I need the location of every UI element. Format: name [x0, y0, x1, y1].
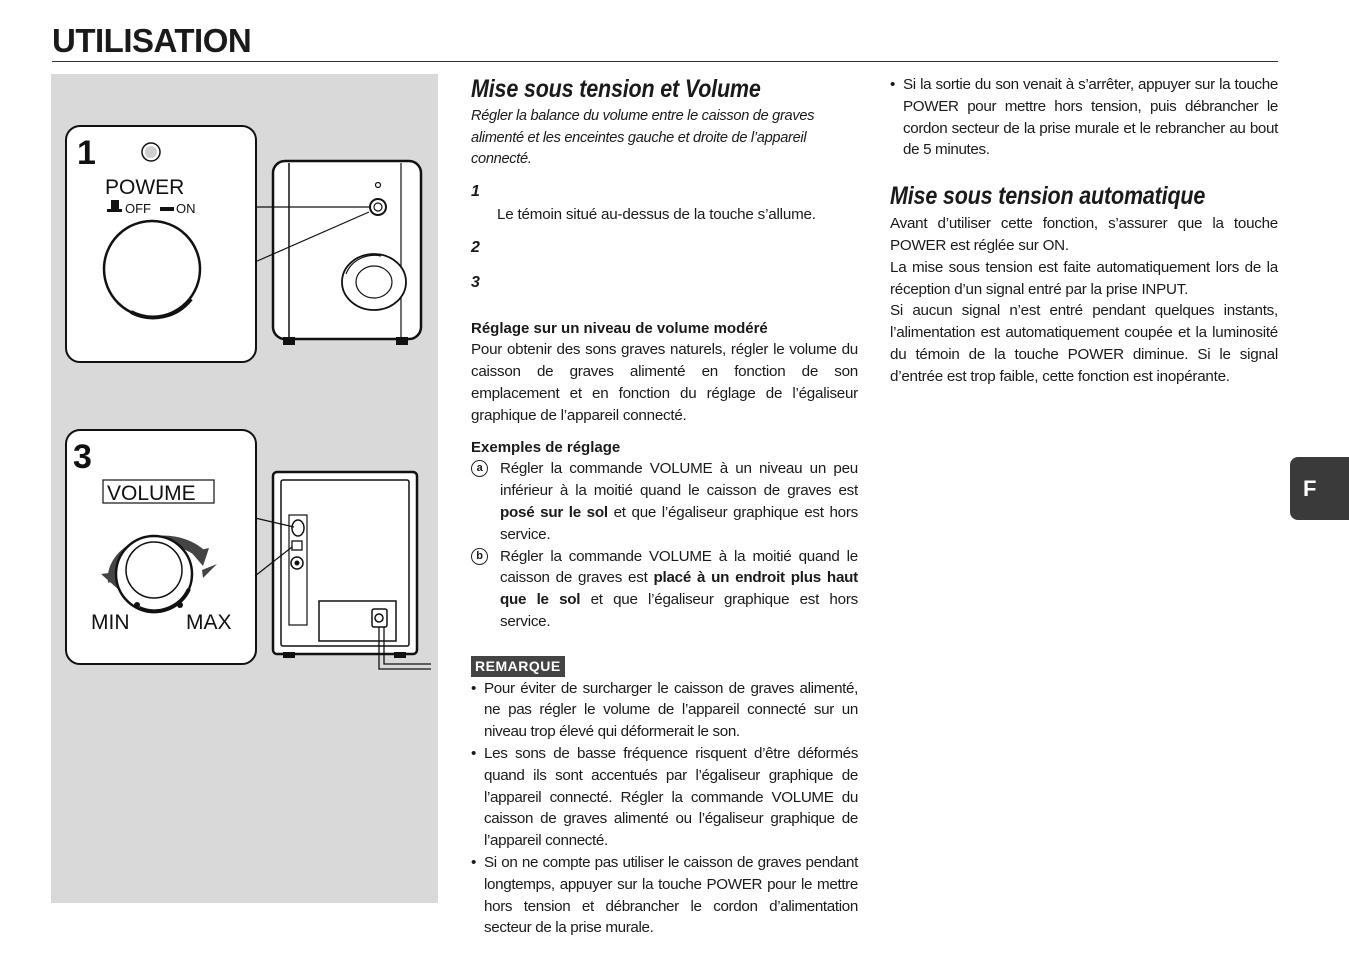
speaker-front-illustration [273, 161, 421, 345]
step-number: 2 [471, 239, 480, 257]
example-b-emphasis: placé à un endroit plus haut que le sol [500, 569, 858, 609]
speaker-rear-illustration [273, 472, 431, 669]
examples-heading: Exemples de réglage [471, 439, 621, 457]
volume-label: VOLUME [107, 482, 196, 505]
example-a [471, 458, 858, 545]
step-1 [471, 182, 858, 226]
example-a-text: Régler la commande VOLUME à un niveau un peu inférieur à la moitié quand le caisson de graves est [500, 460, 858, 500]
illustration-panel [51, 74, 438, 903]
step-2 [471, 238, 858, 258]
language-tab-label: F [1303, 476, 1317, 501]
auto-power-paragraph: Si aucun signal n’est entré pendant quelques instants, l’alimentation est automatiquement coupée et la luminosité du témoin de la touche POWER diminue. Si le signal d’entrée est trop faible, cette fonction est inopérante. [890, 302, 1278, 385]
example-a-marker: a [471, 460, 488, 477]
main-column [471, 74, 858, 939]
section-title-auto-power: Mise sous tension automatique [890, 182, 1206, 211]
note-item: • Si on ne compte pas utiliser le caisson de graves pendant longtemps, appuyer sur la touche POWER pour le mettre hors tension et débrancher le cordon d’alimentation secteur de la prise murale. [471, 852, 858, 939]
example-a-text-end: et que l’égaliseur graphique est hors service. [500, 504, 858, 543]
moderate-volume-text: Pour obtenir des sons graves naturels, régler le volume du caisson de graves alimenté en fonction de son emplacement et en fonction du réglage de l’égaliseur graphique de l’appareil connecté. [471, 341, 858, 424]
moderate-volume-heading: Réglage sur un niveau de volume modéré [471, 320, 768, 338]
examples-section [471, 438, 858, 632]
example-b [471, 546, 858, 633]
off-switch-icon [111, 200, 119, 210]
language-tab-f [1290, 457, 1349, 520]
title-divider [52, 61, 1278, 62]
power-label: POWER [105, 176, 185, 199]
figure-1-power [66, 126, 421, 362]
min-label: MIN [91, 611, 130, 634]
auto-power-paragraph: Avant d’utiliser cette fonction, s’assurer que la touche POWER est réglée sur ON. [890, 215, 1278, 254]
max-label: MAX [186, 611, 232, 634]
example-b-text: Régler la commande VOLUME à la moitié quand le caisson de graves est [500, 547, 858, 587]
example-b-marker: b [471, 548, 488, 565]
section-title-power-volume: Mise sous tension et Volume [471, 75, 761, 103]
note-badge: REMARQUE [471, 656, 565, 677]
step-number: 3 [471, 274, 480, 292]
step-text: Le témoin situé au-dessus de la touche s’allume. [497, 205, 816, 223]
illustration-drawing [51, 74, 438, 903]
note-item: • Les sons de basse fréquence risquent d’être déformés quand ils sont accentués par l’égaliseur graphique de l’appareil connecté. Régler la commande VOLUME du caisson de graves alimenté ou l’égaliseur graphique de l’appareil connecté. [471, 743, 858, 852]
auto-power-paragraph: La mise sous tension est faite automatiquement lors de la réception d’un signal entré par la prise INPUT. [890, 258, 1278, 298]
example-b-text-end: et que l’égaliseur graphique est hors service. [500, 591, 858, 631]
moderate-volume-section [471, 319, 858, 426]
figure-1-step-number: 1 [77, 134, 96, 172]
on-switch-icon [160, 207, 174, 211]
figure-3-step-number: 3 [73, 438, 92, 476]
example-a-emphasis: posé sur le sol [500, 504, 608, 522]
off-label: OFF [125, 201, 151, 216]
note-item: • Pour éviter de surcharger le caisson de graves alimenté, ne pas régler le volume de l’appareil connecté sur un niveau trop élevé qui déformerait le son. [471, 678, 858, 743]
right-column [890, 74, 1278, 388]
section-subtitle: Régler la balance du volume entre le caisson de graves alimenté et les enceintes gauche et droite de l’appareil connecté. [471, 108, 815, 167]
note-section [471, 656, 858, 939]
step-number: 1 [471, 182, 480, 200]
page-title: UTILISATION [52, 22, 252, 59]
step-3 [471, 273, 858, 293]
figure-3-volume [66, 430, 431, 669]
on-label: ON [176, 201, 196, 216]
note-item-continued: • Si la sortie du son venait à s’arrêter, appuyer sur la touche POWER pour mettre hors tension, puis débrancher le cordon secteur de la prise murale et le rebrancher au bout de 5 minutes. [890, 74, 1278, 161]
